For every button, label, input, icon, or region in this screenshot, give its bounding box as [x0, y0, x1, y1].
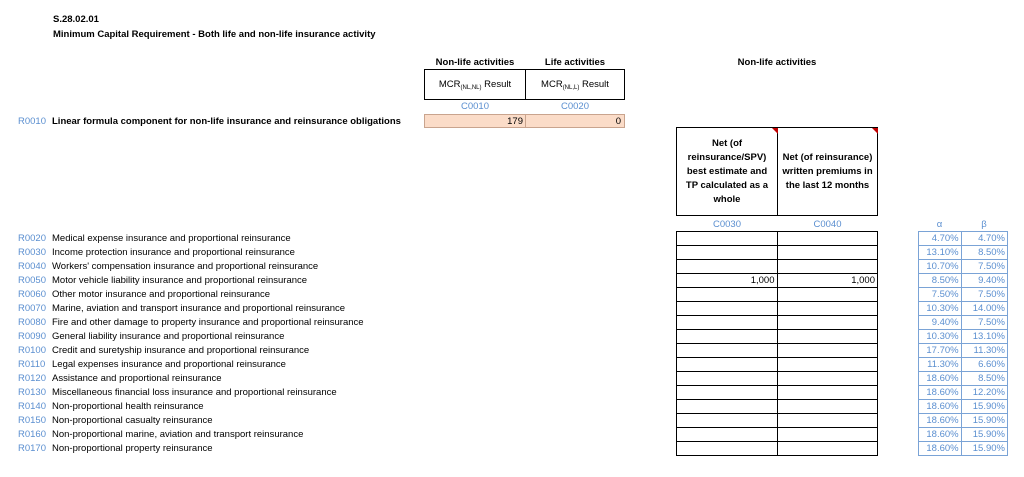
list-item: R0100 Credit and suretyship insurance and proportional reinsurance [18, 345, 310, 356]
table-row [919, 344, 1008, 358]
table-row [677, 232, 878, 246]
alpha-cell: 18.60% [919, 400, 962, 414]
beta-cell: 7.50% [961, 260, 1007, 274]
c0040-cell[interactable] [777, 358, 878, 372]
table-row [919, 428, 1008, 442]
c0040-cell[interactable] [777, 232, 878, 246]
c0030-cell[interactable] [677, 232, 778, 246]
alpha-cell: 4.70% [919, 232, 962, 246]
list-item: R0160 Non-proportional marine, aviation and transport reinsurance [18, 429, 304, 440]
table-row [677, 400, 878, 414]
c0030-cell[interactable] [677, 288, 778, 302]
beta-cell: 8.50% [961, 246, 1007, 260]
table-row [919, 442, 1008, 456]
table-row [919, 274, 1008, 288]
c0040-cell[interactable] [777, 246, 878, 260]
table-row [677, 330, 878, 344]
c0030-cell[interactable] [677, 386, 778, 400]
table-row [919, 302, 1008, 316]
table-row [677, 288, 878, 302]
alpha-cell: 9.40% [919, 316, 962, 330]
table-row [919, 246, 1008, 260]
c0030-cell[interactable] [677, 428, 778, 442]
c0040-cell[interactable] [777, 442, 878, 456]
c0030-cell[interactable] [677, 260, 778, 274]
c0040-cell[interactable] [777, 316, 878, 330]
r0010-label: Linear formula component for non-life insurance and reinsurance obligations [52, 116, 401, 127]
c0030-cell[interactable] [677, 330, 778, 344]
list-item: R0060 Other motor insurance and proportional reinsurance [18, 289, 271, 300]
life-activities-header: Life activities [544, 57, 606, 68]
table-row [919, 400, 1008, 414]
list-item: R0050 Motor vehicle liability insurance and proportional reinsurance [18, 275, 308, 286]
c0030-cell[interactable] [677, 414, 778, 428]
beta-cell: 13.10% [961, 330, 1007, 344]
table-row [677, 260, 878, 274]
beta-cell: 15.90% [961, 428, 1007, 442]
comment-marker-icon [872, 128, 878, 134]
table-row [919, 288, 1008, 302]
c0040-cell[interactable] [777, 260, 878, 274]
mcr-nl-nl-result-header: $MCR_{(NL,NL)}$ Result [424, 69, 526, 100]
table-row [919, 386, 1008, 400]
form-title: Minimum Capital Requirement - Both life and non-life insurance activity [53, 29, 376, 40]
list-item: R0130 Miscellaneous financial loss insurance and proportional reinsurance [18, 387, 337, 398]
right-nonlife-activities-header: Non-life activities [737, 57, 817, 68]
table-row [919, 316, 1008, 330]
beta-cell: 15.90% [961, 400, 1007, 414]
list-item: R0070 Marine, aviation and transport insurance and proportional reinsurance [18, 303, 346, 314]
factor-grid [918, 231, 1008, 456]
list-item: R0150 Non-proportional casualty reinsurance [18, 415, 213, 426]
c0040-cell[interactable]: 1,000 [777, 274, 878, 288]
form-code: S.28.02.01 [53, 14, 99, 25]
alpha-cell: 7.50% [919, 288, 962, 302]
alpha-cell: 8.50% [919, 274, 962, 288]
list-item: R0040 Workers' compensation insurance and proportional reinsurance [18, 261, 319, 272]
beta-header: β [981, 219, 987, 230]
list-item: R0080 Fire and other damage to property insurance and proportional reinsurance [18, 317, 364, 328]
c0040-cell[interactable] [777, 386, 878, 400]
table-row [677, 386, 878, 400]
alpha-cell: 10.30% [919, 330, 962, 344]
list-item: R0170 Non-proportional property reinsurance [18, 443, 213, 454]
beta-cell: 11.30% [961, 344, 1007, 358]
c0030-header: Net (of reinsurance/SPV) best estimate and TP calculated as a whole [676, 127, 778, 216]
table-row [919, 232, 1008, 246]
beta-cell: 12.20% [961, 386, 1007, 400]
c0040-header: Net (of reinsurance) written premiums in the last 12 months [777, 127, 878, 216]
list-item: R0030 Income protection insurance and proportional reinsurance [18, 247, 295, 258]
beta-cell: 4.70% [961, 232, 1007, 246]
beta-cell: 8.50% [961, 372, 1007, 386]
alpha-cell: 10.70% [919, 260, 962, 274]
table-row [677, 414, 878, 428]
alpha-cell: 18.60% [919, 442, 962, 456]
list-item: R0140 Non-proportional health reinsurance [18, 401, 204, 412]
c0030-cell[interactable] [677, 372, 778, 386]
beta-cell: 15.90% [961, 442, 1007, 456]
mcr-nl-l-result-header: $MCR_{(NL,L)}$ Result [525, 69, 625, 100]
c0040-cell[interactable] [777, 288, 878, 302]
alpha-cell: 17.70% [919, 344, 962, 358]
table-row [677, 442, 878, 456]
nonlife-activities-header: Non-life activities [435, 57, 515, 68]
c0020-code: C0020 [561, 101, 589, 112]
list-item: R0120 Assistance and proportional reinsurance [18, 373, 222, 384]
c0030-cell[interactable]: 1,000 [677, 274, 778, 288]
c0040-cell[interactable] [777, 428, 878, 442]
c0040-cell[interactable] [777, 330, 878, 344]
table-row [677, 246, 878, 260]
c0040-cell[interactable] [777, 372, 878, 386]
input-grid [676, 231, 878, 456]
table-row [919, 358, 1008, 372]
alpha-cell: 18.60% [919, 428, 962, 442]
table-row [677, 358, 878, 372]
c0040-cell[interactable] [777, 414, 878, 428]
table-row [919, 414, 1008, 428]
alpha-cell: 11.30% [919, 358, 962, 372]
c0040-cell[interactable] [777, 302, 878, 316]
table-row [677, 316, 878, 330]
table-row [677, 428, 878, 442]
list-item: R0090 General liability insurance and proportional reinsurance [18, 331, 285, 342]
c0030-cell[interactable] [677, 246, 778, 260]
beta-cell: 7.50% [961, 288, 1007, 302]
beta-cell: 7.50% [961, 316, 1007, 330]
table-row [677, 274, 878, 288]
table-row [919, 372, 1008, 386]
c0030-cell[interactable] [677, 358, 778, 372]
c0010-code: C0010 [461, 101, 489, 112]
c0040-cell[interactable] [777, 344, 878, 358]
table-row [677, 302, 878, 316]
alpha-cell: 10.30% [919, 302, 962, 316]
list-item: R0020 Medical expense insurance and proportional reinsurance [18, 233, 291, 244]
beta-cell: 15.90% [961, 414, 1007, 428]
r0010-c0020-cell[interactable]: 0 [525, 114, 625, 128]
list-item: R0110 Legal expenses insurance and proportional reinsurance [18, 359, 286, 370]
c0040-cell[interactable] [777, 400, 878, 414]
r0010-code: R0010 [18, 116, 46, 127]
alpha-cell: 18.60% [919, 372, 962, 386]
alpha-header: α [936, 219, 943, 230]
table-row [919, 330, 1008, 344]
c0030-code: C0030 [713, 219, 741, 230]
c0030-cell[interactable] [677, 302, 778, 316]
c0030-cell[interactable] [677, 442, 778, 456]
c0030-cell[interactable] [677, 316, 778, 330]
beta-cell: 14.00% [961, 302, 1007, 316]
beta-cell: 6.60% [961, 358, 1007, 372]
alpha-cell: 18.60% [919, 386, 962, 400]
alpha-cell: 18.60% [919, 414, 962, 428]
c0030-cell[interactable] [677, 400, 778, 414]
alpha-cell: 13.10% [919, 246, 962, 260]
table-row [677, 372, 878, 386]
comment-marker-icon [772, 128, 778, 134]
table-row [677, 344, 878, 358]
c0030-cell[interactable] [677, 344, 778, 358]
c0040-code: C0040 [813, 219, 842, 230]
r0010-c0010-cell[interactable]: 179 [424, 114, 526, 128]
table-row [919, 260, 1008, 274]
beta-cell: 9.40% [961, 274, 1007, 288]
